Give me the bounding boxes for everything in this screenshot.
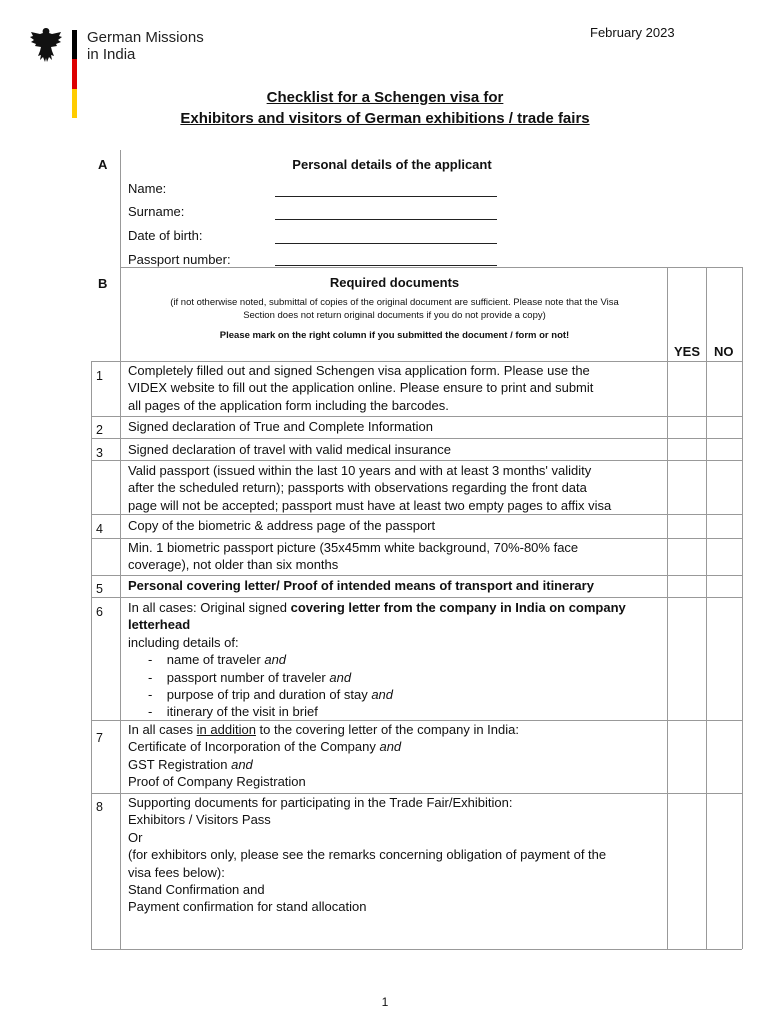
surname-label: Surname: [128, 204, 185, 219]
grid-line [91, 460, 742, 461]
row-photo-text [128, 539, 663, 574]
section-a-letter: A [98, 157, 108, 172]
row-6-pre: In all cases: Original signed [128, 600, 291, 615]
section-b-note [122, 296, 667, 322]
grid-line [91, 575, 742, 576]
section-b-instruction: Please mark on the right column if you submitted the document / form or not! [219, 330, 570, 341]
row-1-text [128, 362, 663, 414]
section-a-heading: Personal details of the applicant [292, 157, 492, 172]
row-number: 2 [96, 423, 103, 437]
checkbox-item: Stand Confirmation and [128, 882, 265, 898]
checkbox-item: Payment confirmation for stand allocation [128, 899, 367, 915]
list-item: - itinerary of the visit in brief [148, 704, 318, 720]
list-item: - purpose of trip and duration of stay and [148, 687, 394, 703]
note-line2: Section does not return original documents if you do not provide a copy) [243, 310, 546, 321]
list-item: - name of traveler and [148, 652, 287, 668]
row-6-bold2: letterhead [128, 617, 191, 633]
row-7-underline: in addition [196, 722, 256, 737]
grid-line [120, 267, 121, 949]
row-6-text [128, 599, 663, 721]
row-3-text: Signed declaration of travel with valid medical insurance [128, 442, 452, 457]
title-line2: Exhibitors and visitors of German exhibitions / trade fairs [180, 110, 590, 127]
row-number: 3 [96, 446, 103, 460]
row-number: 7 [96, 731, 103, 745]
grid-line [667, 267, 668, 949]
row-6-including: including details of: [128, 634, 239, 650]
federal-eagle-icon [28, 26, 64, 64]
row-number: 4 [96, 522, 103, 536]
section-a-divider [120, 150, 121, 268]
grid-line [91, 361, 92, 949]
checkbox-item: Proof of Company Registration [128, 774, 306, 790]
grid-line [91, 597, 742, 598]
passport-label: Passport number: [128, 252, 231, 267]
grid-line [91, 949, 742, 950]
checkbox-item: Exhibitors / Visitors Pass [128, 812, 271, 828]
grid-line [742, 267, 743, 949]
logo-line1: German Missions [87, 29, 204, 46]
row-number: 8 [96, 800, 103, 814]
name-label: Name: [128, 181, 167, 196]
row-7-text: In all cases in addition to the covering letter of the company in India: Certificate of Incorporation of the Company and GST Registration and Proof of Company Registration [128, 721, 663, 791]
grid-line [706, 267, 707, 949]
dob-field[interactable] [275, 243, 497, 244]
row-6-bold: covering letter from the company in India on company [290, 600, 626, 615]
grid-line [91, 438, 742, 439]
row-passport-line2: after the scheduled return); passports with observations regarding the front data [128, 480, 587, 496]
row-photo-line2: coverage), not older than six months [128, 557, 339, 573]
row-1-line1: Completely filled out and signed Schengen visa application form. Please use the [128, 363, 590, 378]
row-passport-text [128, 462, 663, 514]
logo-line2: in India [87, 46, 136, 63]
yes-column-header: YES [674, 344, 701, 359]
section-b-heading: Required documents [329, 275, 460, 290]
row-4-text: Copy of the biometric & address page of the passport [128, 518, 436, 533]
row-number: 6 [96, 605, 103, 619]
surname-field[interactable] [275, 219, 497, 220]
dob-label: Date of birth: [128, 228, 203, 243]
name-field[interactable] [275, 196, 497, 197]
checkbox-item: GST Registration and [128, 756, 253, 772]
row-1-line2: VIDEX website to fill out the application online. Please ensure to print and submit [128, 380, 594, 396]
row-5-text: Personal covering letter/ Proof of intended means of transport and itinerary [128, 578, 594, 593]
grid-line [91, 416, 742, 417]
row-2-text: Signed declaration of True and Complete Information [128, 419, 433, 434]
title-line1: Checklist for a Schengen visa for [266, 89, 504, 106]
checkbox-item: Certificate of Incorporation of the Company and [128, 739, 402, 755]
passport-field[interactable] [275, 265, 497, 266]
grid-line [120, 267, 742, 268]
row-passport-line1: Valid passport (issued within the last 10 years and with at least 3 months' validity [128, 463, 592, 478]
row-passport-line3: page will not be accepted; passport must have at least two empty pages to affix visa [128, 497, 612, 513]
logo-text [87, 29, 204, 63]
no-column-header: NO [714, 344, 734, 359]
row-number: 1 [96, 369, 103, 383]
document-date: February 2023 [590, 25, 675, 40]
row-8-text: Supporting documents for participating in the Trade Fair/Exhibition: Exhibitors / Visitors Pass Or (for exhibitors only, please see the remarks concerning obligation of payment of the visa fees below): Stand Confirmation and Payment confirmation for stand allocation [128, 794, 663, 916]
row-number: 5 [96, 582, 103, 596]
row-1-line3: all pages of the application form including the barcodes. [128, 397, 449, 413]
page-number: 1 [381, 995, 389, 1009]
section-b-letter: B [98, 276, 108, 291]
list-item: - passport number of traveler and [148, 669, 352, 685]
row-photo-line1: Min. 1 biometric passport picture (35x45mm white background, 70%-80% face [128, 540, 579, 555]
note-line1: (if not otherwise noted, submittal of copies of the original document are sufficient. Please note that the Visa [170, 297, 619, 308]
